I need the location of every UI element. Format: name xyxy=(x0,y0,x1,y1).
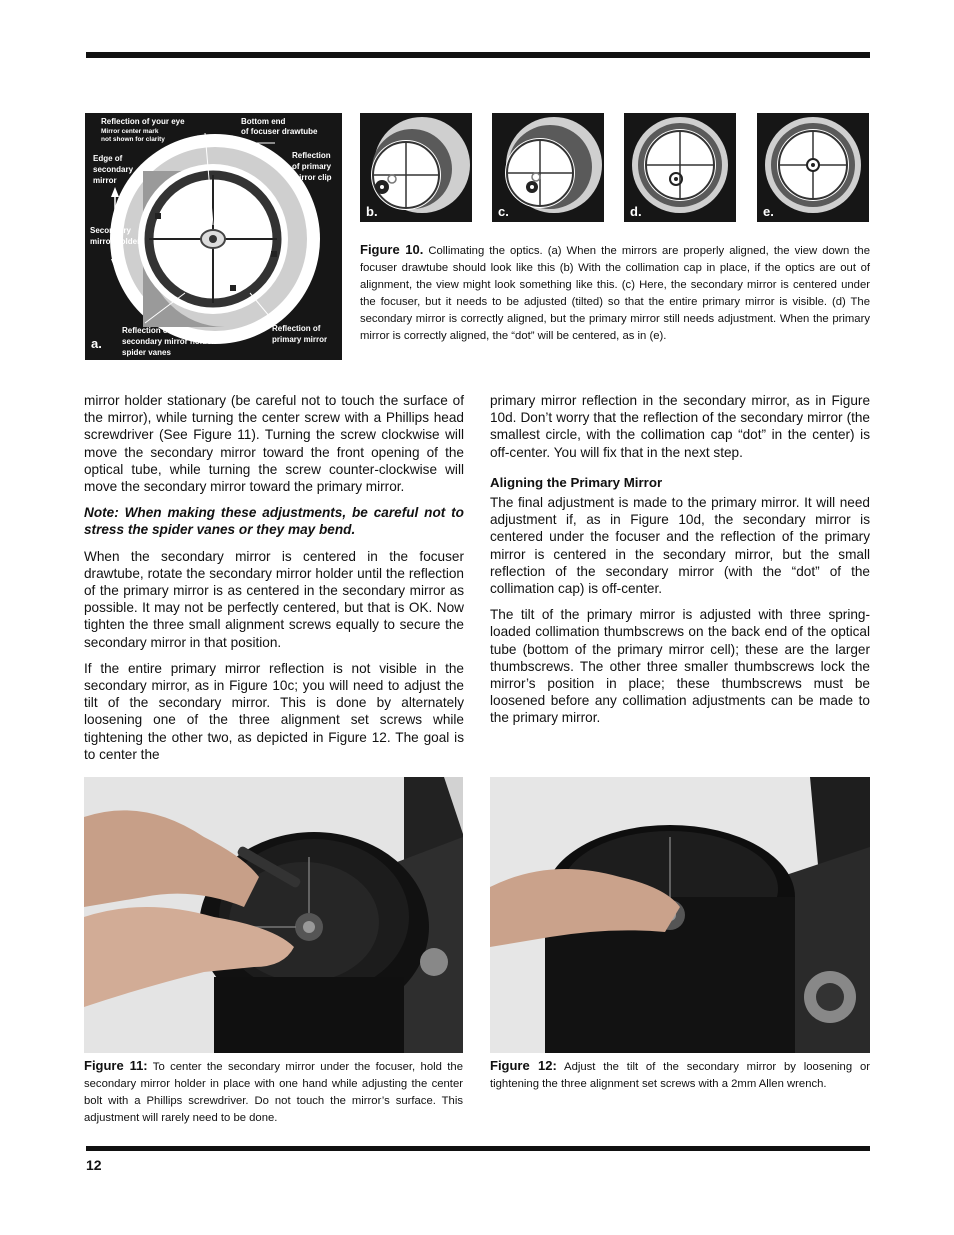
right-paragraph-1: primary mirror reflection in the secondary mirror, as in Figure 10d. Don’t worry that the reflection of the secondary mirror (the smallest circle, with the collimation cap “dot” in the center) is off-center. You will fix that in the next step. xyxy=(490,393,870,460)
label-panel-d: d. xyxy=(630,204,642,219)
figure-12-label: Figure 12: xyxy=(490,1058,557,1073)
label-edge-secondary-2: secondary xyxy=(93,165,134,174)
label-center-mark-2: not shown for clarity xyxy=(101,136,165,143)
figure-10b-thumb xyxy=(360,113,472,222)
right-column xyxy=(490,392,870,736)
left-paragraph-2: When the secondary mirror is centered in the focuser drawtube, rotate the secondary mirror holder until the reflection of the primary mirror is as centered in the secondary mirror as possible. It may not be perfectly centered, but that is OK. Now tighten the three small alignment screws equally to secure the secondary mirror in that position. xyxy=(84,548,464,650)
figure-10d-thumb xyxy=(624,113,736,222)
label-refl-cap-2: of primary xyxy=(292,162,332,171)
figure-11-caption xyxy=(84,1057,463,1127)
label-refl-vanes: Reflection of xyxy=(122,326,171,335)
figure-12-caption xyxy=(490,1057,870,1093)
left-column xyxy=(84,392,464,772)
right-paragraph-3: The tilt of the primary mirror is adjusted with three spring-loaded collimation thumbscrews on the back end of the optical tube (bottom of the primary mirror cell); these are the larger thumbscrews. The other three smaller thumbscrews lock the mirror’s position in place; these thumbscrews must be loosened before any collimation adjustments can be made to the primary mirror. xyxy=(490,607,870,726)
figure-11-photo xyxy=(84,777,463,1053)
figure-11-label: Figure 11: xyxy=(84,1058,148,1073)
label-panel-c: c. xyxy=(498,204,509,219)
figure-10-text: Collimating the optics. (a) When the mirrors are properly aligned, the view down the focuser drawtube should look like this (b) With the collimation cap in place, if the optics are out of alignment, the view might look something like this. (c) Here, the secondary mirror is centered under the focuser, but it needs to be adjusted (tilted) so that the entire primary mirror is visible. (d) The secondary mirror is correctly aligned, but the primary mirror still needs adjustment. When the primary mirror is correctly aligned, the “dot” will be centered, as in (e). xyxy=(360,245,870,342)
left-paragraph-3: If the entire primary mirror reflection is not visible in the secondary mirror, as in Figure 10c; you will need to adjust the tilt of the secondary mirror. This is done by alternately loosening one of the three alignment set screws while tightening the other two, as depicted in Figure 12. The goal is to center the xyxy=(84,660,464,762)
label-refl-cap: Reflection xyxy=(292,151,331,160)
left-note: Note: When making these adjustments, be careful not to stress the spider vanes or they may bend. xyxy=(84,505,464,538)
section-heading-primary-mirror: Aligning the Primary Mirror xyxy=(490,474,663,490)
figure-10a-diagram xyxy=(85,113,342,360)
label-refl-cap-3: mirror clip xyxy=(292,173,332,182)
figure-11-text: To center the secondary mirror under the focuser, hold the secondary mirror holder in place with one hand while adjusting the center bolt with a Phillips screwdriver. Do not touch the mirror’s surface. This adjustment will rarely need to be done. xyxy=(84,1061,463,1124)
figure-10e-thumb xyxy=(757,113,869,222)
label-refl-vanes-3: spider vanes xyxy=(122,348,171,357)
label-bottom-end: Bottom end xyxy=(241,117,286,126)
label-sec-holder-2: mirror holder xyxy=(90,237,141,246)
figure-10c-thumb xyxy=(492,113,604,222)
label-refl-vanes-2: secondary mirror holder xyxy=(122,337,215,346)
left-paragraph-1: mirror holder stationary (be careful not to touch the surface of the mirror), while turning the center screw with a Phillips head screwdriver (See Figure 11). Turning the screw clockwise will move the secondary mirror toward the front opening of the optical tube, while turning the screw counter-clockwise will move the secondary mirror toward the primary mirror. xyxy=(84,393,464,495)
figure-10-label: Figure 10. xyxy=(360,242,424,257)
label-bottom-end-2: of focuser drawtube xyxy=(241,127,318,136)
figure-10-caption xyxy=(360,241,870,345)
label-refl-primary: Reflection of xyxy=(272,324,321,333)
page-number: 12 xyxy=(86,1157,102,1173)
label-refl-primary-2: primary mirror xyxy=(272,335,328,344)
label-panel-b: b. xyxy=(366,204,378,219)
label-edge-secondary-3: mirror xyxy=(93,176,117,185)
label-center-mark: Mirror center mark xyxy=(101,128,159,135)
label-panel-a: a. xyxy=(91,336,102,351)
label-panel-e: e. xyxy=(763,204,774,219)
bottom-rule xyxy=(86,1146,870,1151)
right-paragraph-2: The final adjustment is made to the primary mirror. It will need adjustment if, as in Figure 10d, the secondary mirror is centered under the focuser and the reflection of the primary mirror is centered in the secondary mirror, but the small reflection of the secondary mirror (with the “dot” of the collimation cap) is off-center. xyxy=(490,495,870,597)
figure-12-photo xyxy=(490,777,870,1053)
label-edge-secondary: Edge of xyxy=(93,154,123,163)
label-reflection-eye: Reflection of your eye xyxy=(101,117,185,126)
label-sec-holder: Secondary xyxy=(90,226,131,235)
top-rule xyxy=(86,52,870,58)
figure-12-text: Adjust the tilt of the secondary mirror by loosening or tightening the three alignment set screws with a 2mm Allen wrench. xyxy=(490,1061,870,1090)
